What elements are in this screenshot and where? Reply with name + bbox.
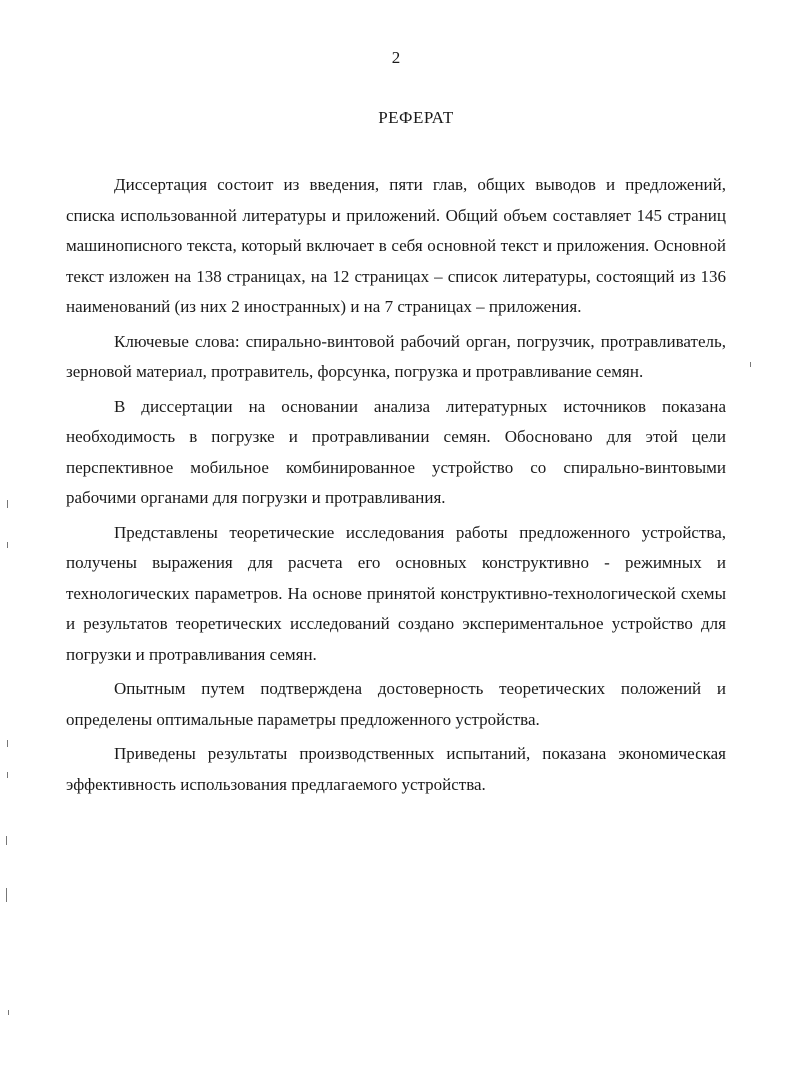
page-number: 2	[391, 48, 401, 67]
page-title: РЕФЕРАТ	[378, 108, 454, 127]
scan-artifact	[750, 362, 751, 367]
paragraph-keywords: Ключевые слова: спирально-винтовой рабочий орган, погрузчик, протравливатель, зерновой материал, протравитель, форсунка, погрузка и протравливание семян.	[66, 331, 726, 381]
paragraph-experiment: Опытным путем подтверждена достоверность теоретических положений и определены оптимальные параметры предложенного устройства.	[66, 679, 726, 729]
paragraph-theory: Представлены теоретические исследования работы предложенного устройства, получены выражения для расчета его основных конструктивно - режимных и технологических параметров. На основе принятой конструктивно-технологической схемы и результатов теоретических исследований создано экспериментальное устройство для погрузки и протравливания семян.	[66, 522, 726, 664]
scan-artifact	[8, 1010, 9, 1015]
scan-artifact	[7, 740, 8, 747]
scan-artifact	[7, 500, 8, 508]
paragraph-structure: Диссертация состоит из введения, пяти глав, общих выводов и предложений, списка использованной литературы и приложений. Общий объем составляет 145 страниц машинописного текста, который включает в себя основной текст и приложения. Основной текст изложен на 138 страницах, на 12 страницах – список литературы, состоящий из 136 наименований (из них 2 иностранных) и на 7 страницах – приложения.	[66, 175, 726, 316]
scan-artifact	[6, 836, 7, 845]
paragraph-analysis: В диссертации на основании анализа литературных источников показана необходимость в погрузке и протравливании семян. Обосновано для этой цели перспективное мобильное комбинированное устройство со спирально-винтовыми рабочими органами для погрузки и протравливания.	[66, 396, 726, 507]
scan-artifact	[6, 888, 7, 902]
scan-artifact	[7, 772, 8, 778]
scan-artifact	[7, 542, 8, 548]
abstract-body	[66, 170, 726, 804]
paragraph-results: Приведены результаты производственных испытаний, показана экономическая эффективность использования предлагаемого устройства.	[66, 744, 726, 794]
